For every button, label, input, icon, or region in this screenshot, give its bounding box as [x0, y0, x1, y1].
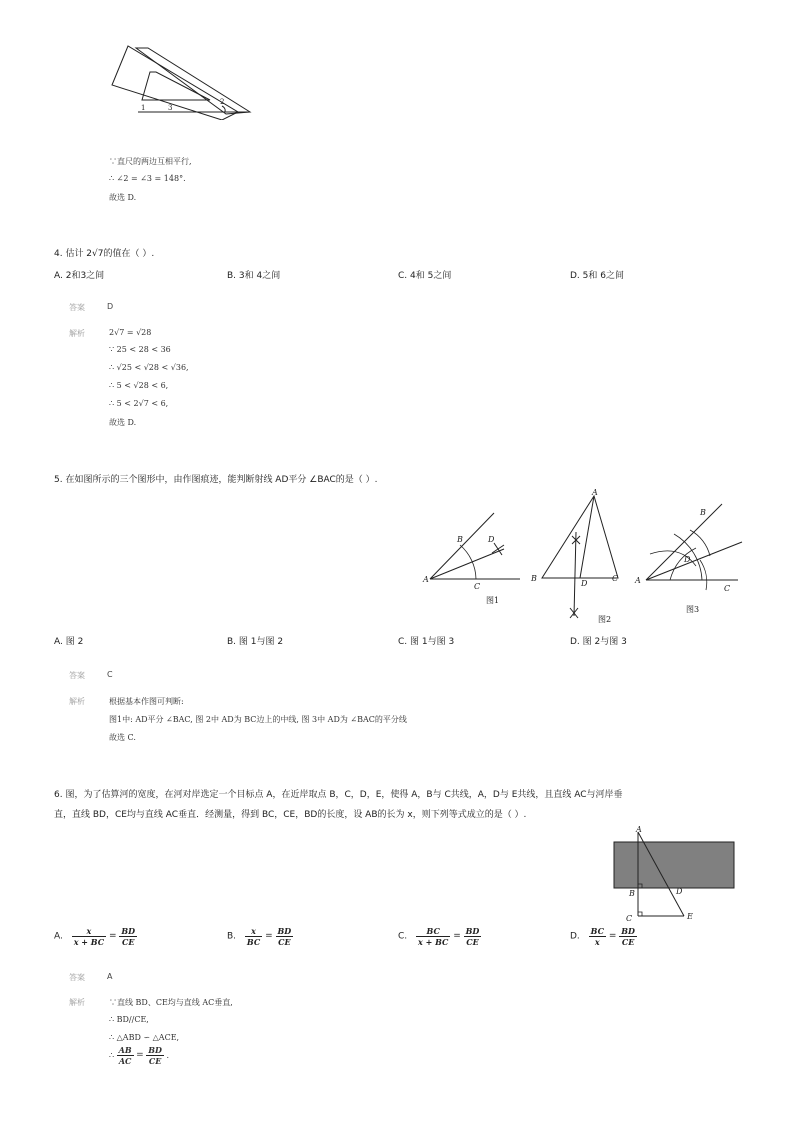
- q6-option-b[interactable]: [227, 926, 293, 947]
- q4-sol-line-4: ∴ 5 < √28 < 6,: [109, 381, 169, 390]
- q6-option-d-left-fraction: [589, 926, 606, 947]
- q6-option-b-right-fraction: [276, 926, 294, 947]
- fig1-label-d: D: [488, 535, 495, 544]
- q6-sol-final: [109, 1045, 169, 1066]
- top-sol-line-2: ∴ ∠2 = ∠3 = 148°.: [109, 174, 186, 183]
- q6-fig-label-b: B: [629, 889, 635, 898]
- q6-option-c-right-fraction: [464, 926, 482, 947]
- q6-option-c-equals: =: [453, 931, 461, 942]
- q5-fig1: [420, 505, 530, 610]
- q6-sol-final-left-den: AC: [118, 1056, 132, 1066]
- q6-option-b-left-fraction: [245, 926, 262, 947]
- q5-sol-line-1: 根据基本作图可判断:: [109, 697, 184, 706]
- q6-option-a-left-fraction: [72, 926, 106, 947]
- q6-option-c[interactable]: [398, 926, 481, 947]
- q4-analysis-label: 解析: [69, 329, 85, 338]
- q6-analysis-label: 解析: [69, 998, 85, 1007]
- q4-sol-line-6: 故选 D.: [109, 418, 137, 427]
- q6-option-d-right-num: BD: [621, 926, 635, 936]
- q4-sol-line-3: ∴ √25 < √28 < √36,: [109, 363, 189, 372]
- q6-sol-line-1: ∵直线 BD、CE均与直线 AC垂直,: [109, 998, 233, 1007]
- q6-sol-final-right-fraction: [146, 1045, 164, 1066]
- q6-stem-line-1: 6. 图，为了估算河的宽度，在河对岸选定一个目标点 A，在近岸取点 B，C，D，E，使得 A，B与 C共线，A，D与 E共线，且直线 AC与河岸垂: [54, 790, 623, 800]
- q6-sol-line-2: ∴ BD//CE,: [109, 1015, 149, 1024]
- q4-answer-label: 答案: [69, 303, 85, 312]
- q5-option-c[interactable]: C. 图 1与图 3: [398, 637, 455, 647]
- q6-river-figure: [610, 824, 740, 924]
- top-sol-line-1: ∵直尺的两边互相平行,: [109, 157, 192, 166]
- q6-option-b-left-den: BC: [246, 937, 261, 947]
- q6-option-a-equals: =: [108, 931, 117, 942]
- q6-sol-final-left-num: AB: [118, 1045, 132, 1055]
- q4-option-a[interactable]: A. 2和3之间: [54, 271, 105, 281]
- q6-option-d-left-num: BC: [590, 926, 604, 936]
- q4-option-c[interactable]: C. 4和 5之间: [398, 271, 452, 281]
- q6-option-b-right-num: BD: [277, 926, 292, 936]
- fig1-caption: 图1: [486, 596, 500, 605]
- q4-sol-line-5: ∴ 5 < 2√7 < 6,: [109, 399, 169, 408]
- q4-answer: D: [107, 302, 114, 311]
- angle-label-3: 3: [168, 104, 173, 112]
- q6-option-b-letter: B.: [227, 931, 237, 942]
- angle-label-1: 1: [141, 104, 146, 112]
- q6-option-a-right-num: BD: [121, 926, 136, 936]
- q6-option-c-left-fraction: [416, 926, 450, 947]
- q5-fig3: [630, 500, 745, 615]
- fig2-label-b: B: [531, 574, 537, 583]
- q6-option-c-letter: C.: [398, 931, 408, 942]
- q6-fig-label-e: E: [687, 912, 693, 921]
- q6-option-c-right-num: BD: [465, 926, 480, 936]
- fig1-label-c: C: [474, 582, 481, 591]
- q6-option-d-equals: =: [608, 931, 617, 942]
- q6-option-a[interactable]: [54, 926, 137, 947]
- q6-option-c-right-den: CE: [466, 937, 479, 947]
- q5-answer-label: 答案: [69, 671, 85, 680]
- q5-sol-line-2: 图1中: AD平分 ∠BAC, 图 2中 AD为 BC边上的中线, 图 3中 AD为 ∠BAC的平分线: [109, 715, 407, 724]
- q6-option-c-left-num: BC: [416, 926, 450, 937]
- q6-option-a-right-fraction: [119, 926, 137, 947]
- q6-option-d-left-den: x: [594, 937, 600, 947]
- q5-sol-line-3: 故选 C.: [109, 733, 136, 742]
- q5-option-d[interactable]: D. 图 2与图 3: [570, 637, 627, 647]
- q4-option-d[interactable]: D. 5和 6之间: [570, 271, 624, 281]
- q6-option-a-letter: A.: [54, 931, 63, 942]
- q4-sol-line-2: ∵ 25 < 28 < 36: [109, 345, 171, 354]
- fig3-label-a: A: [635, 576, 641, 585]
- fig2-label-d: D: [581, 579, 588, 588]
- q5-analysis-label: 解析: [69, 697, 85, 706]
- q6-option-b-left-num: x: [245, 926, 262, 937]
- fig3-label-b: B: [700, 508, 706, 517]
- q6-sol-final-suffix: .: [166, 1051, 170, 1060]
- q4-stem: 4. 估计 2√7的值在（ ）.: [54, 249, 155, 259]
- angle-label-2: 2: [220, 98, 225, 106]
- q6-fig-label-d: D: [676, 887, 683, 896]
- fig2-label-a: A: [592, 488, 598, 497]
- q6-option-a-left-den: x + BC: [73, 937, 105, 947]
- fig1-label-a: A: [423, 575, 429, 584]
- q5-option-b[interactable]: B. 图 1与图 2: [227, 637, 284, 647]
- q6-option-d-right-fraction: [619, 926, 637, 947]
- q6-option-d[interactable]: [570, 926, 637, 947]
- q6-sol-final-right-den: CE: [148, 1056, 162, 1066]
- q6-sol-final-equals: =: [136, 1050, 144, 1061]
- q6-option-b-equals: =: [265, 931, 273, 942]
- q5-fig2: [528, 488, 628, 628]
- fig2-label-c: C: [612, 574, 619, 583]
- q6-option-d-letter: D.: [570, 931, 580, 942]
- fig1-label-b: B: [457, 535, 463, 544]
- q6-stem-line-2: 直，直线 BD，CE均与直线 AC垂直．经测量，得到 BC，CE，BD的长度，设 AB的长为 x，则下列等式成立的是（ ）.: [54, 810, 527, 820]
- fig3-caption: 图3: [686, 605, 700, 614]
- fig3-label-c: C: [724, 584, 731, 593]
- fig3-label-d: D: [684, 555, 691, 564]
- q6-sol-final-prefix: ∴: [109, 1051, 115, 1060]
- ruler-figure: [108, 40, 258, 120]
- q5-answer: C: [107, 670, 113, 679]
- q6-answer: A: [107, 972, 113, 981]
- q6-option-a-right-den: CE: [121, 937, 135, 947]
- q6-option-c-left-den: x + BC: [418, 937, 449, 947]
- top-sol-line-3: 故选 D.: [109, 193, 137, 202]
- q4-sol-line-1: 2√7 = √28: [109, 328, 152, 337]
- q6-sol-final-left-fraction: [117, 1045, 134, 1066]
- q6-option-d-right-den: CE: [621, 937, 635, 947]
- q5-option-a[interactable]: A. 图 2: [54, 637, 84, 647]
- q6-sol-line-3: ∴ △ABD ∽ △ACE,: [109, 1033, 180, 1042]
- q6-option-a-left-num: x: [72, 926, 106, 937]
- q4-option-b[interactable]: B. 3和 4之间: [227, 271, 281, 281]
- q6-answer-label: 答案: [69, 973, 85, 982]
- fig2-caption: 图2: [598, 615, 612, 624]
- q6-fig-label-a: A: [636, 825, 642, 834]
- q5-stem: 5. 在如图所示的三个图形中，由作图痕迹，能判断射线 AD平分 ∠BAC的是（ ）.: [54, 475, 378, 485]
- q6-option-b-right-den: CE: [278, 937, 291, 947]
- q6-sol-final-right-num: BD: [148, 1045, 162, 1055]
- q6-fig-label-c: C: [626, 914, 633, 923]
